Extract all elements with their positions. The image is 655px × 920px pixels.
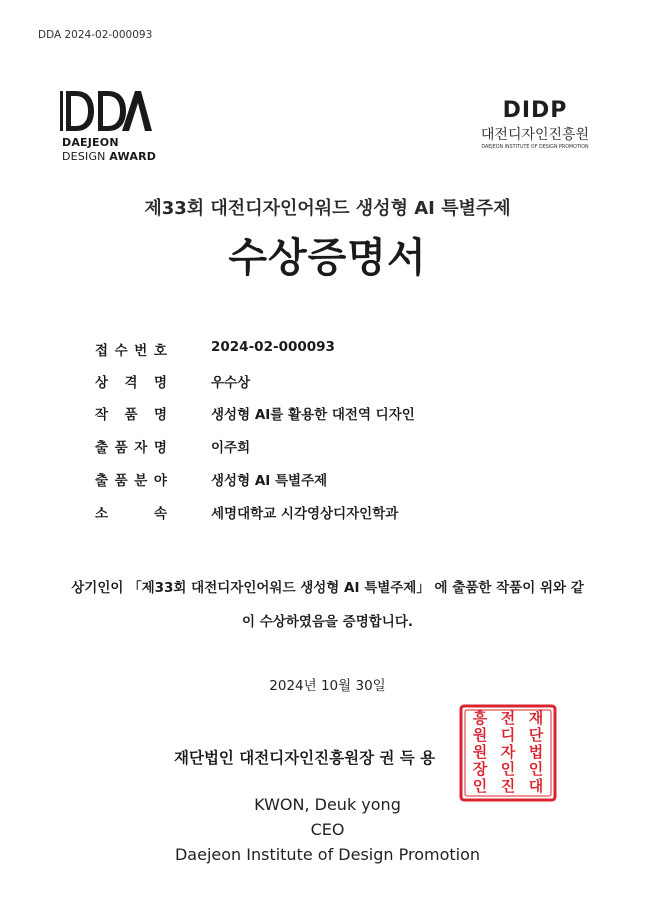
field-label-char: 자 [134, 440, 148, 456]
field-label-char: 명 [153, 440, 167, 456]
document-number: DDA 2024-02-000093 [38, 29, 153, 41]
field-row [95, 339, 545, 359]
issuer-korean: 재단법인 대전디자인진흥원장 권 득 용 [174, 749, 436, 767]
seal-char: 재 [528, 709, 544, 727]
didp-logo-english: DAEJEON INSTITUTE OF DESIGN PROMOTION [481, 145, 589, 150]
seal-char: 장 [472, 760, 488, 778]
seal-char: 원 [472, 743, 488, 761]
signatory-name: KWON, Deuk yong [254, 795, 401, 814]
field-label [95, 502, 167, 522]
didp-logo-korean: 대전디자인진흥원 [480, 127, 590, 143]
field-label-char: 상 [95, 375, 109, 391]
certificate-body-line1: 상기인이 「제33회 대전디자인어워드 생성형 AI 특별주제」 에 출품한 작품이 위와 같 [71, 580, 584, 596]
field-label [95, 436, 167, 456]
seal-char: 자 [500, 743, 516, 761]
seal-char: 대 [528, 777, 544, 795]
field-value: 세명대학교 시각영상디자인학과 [211, 506, 399, 522]
field-value: 생성형 AI를 활용한 대전역 디자인 [211, 407, 415, 423]
field-label-char: 분 [134, 473, 148, 489]
field-label-char: 격 [124, 375, 138, 391]
seal-char: 원 [472, 726, 488, 744]
field-label-char: 소 [95, 506, 109, 522]
dda-logo-mark [60, 91, 152, 131]
issue-date: 2024년 10월 30일 [269, 678, 386, 694]
field-label-char: 품 [114, 473, 128, 489]
certificate-body-line2: 이 수상하였음을 증명합니다. [241, 614, 414, 630]
didp-logo-mark: DIDP [502, 98, 568, 123]
field-label-char: 야 [153, 473, 167, 489]
seal-char: 디 [500, 726, 516, 744]
field-label-char: 출 [95, 473, 109, 489]
dda-logo-design-text: DESIGN [62, 150, 110, 163]
seal-char: 법 [528, 743, 544, 761]
field-label [95, 469, 167, 489]
field-value: 우수상 [211, 375, 251, 391]
official-seal [458, 703, 558, 803]
field-label-char: 명 [153, 407, 167, 423]
didp-logo [470, 100, 600, 160]
field-label-char: 품 [124, 407, 138, 423]
seal-char: 인 [472, 777, 488, 795]
seal-char: 인 [528, 760, 544, 778]
certificate-subtitle: 제33회 대전디자인어워드 생성형 AI 특별주제 [144, 198, 511, 219]
dda-logo-line1: DAEJEON [62, 136, 119, 149]
seal-char: 인 [500, 760, 516, 778]
field-label-char: 출 [95, 440, 109, 456]
field-row [95, 403, 545, 423]
dda-logo-line2 [62, 150, 156, 163]
field-label [95, 371, 167, 391]
certificate-title: 수상증명서 [228, 235, 427, 281]
field-label [95, 403, 167, 423]
field-row [95, 469, 545, 489]
seal-char: 흥 [472, 709, 488, 727]
field-label-char: 접 [95, 343, 109, 359]
dda-logo-award-text: AWARD [109, 150, 157, 163]
field-row [95, 371, 545, 391]
field-label-char: 수 [114, 343, 128, 359]
seal-char: 진 [500, 777, 516, 795]
field-label [95, 339, 167, 359]
field-label-char: 명 [153, 375, 167, 391]
field-label-char: 품 [114, 440, 128, 456]
seal-char: 단 [528, 726, 544, 744]
signatory-role: CEO [310, 820, 345, 839]
field-row [95, 502, 545, 522]
field-label-char: 호 [153, 343, 167, 359]
field-value: 이주희 [211, 440, 251, 456]
dda-logo [60, 91, 170, 166]
field-value: 생성형 AI 특별주제 [211, 473, 328, 489]
field-label-char: 속 [153, 506, 167, 522]
seal-char: 전 [500, 709, 516, 727]
field-label-char: 작 [95, 407, 109, 423]
field-label-char: 번 [134, 343, 148, 359]
field-row [95, 436, 545, 456]
field-value: 2024-02-000093 [211, 339, 335, 355]
signatory-organization: Daejeon Institute of Design Promotion [174, 845, 481, 864]
